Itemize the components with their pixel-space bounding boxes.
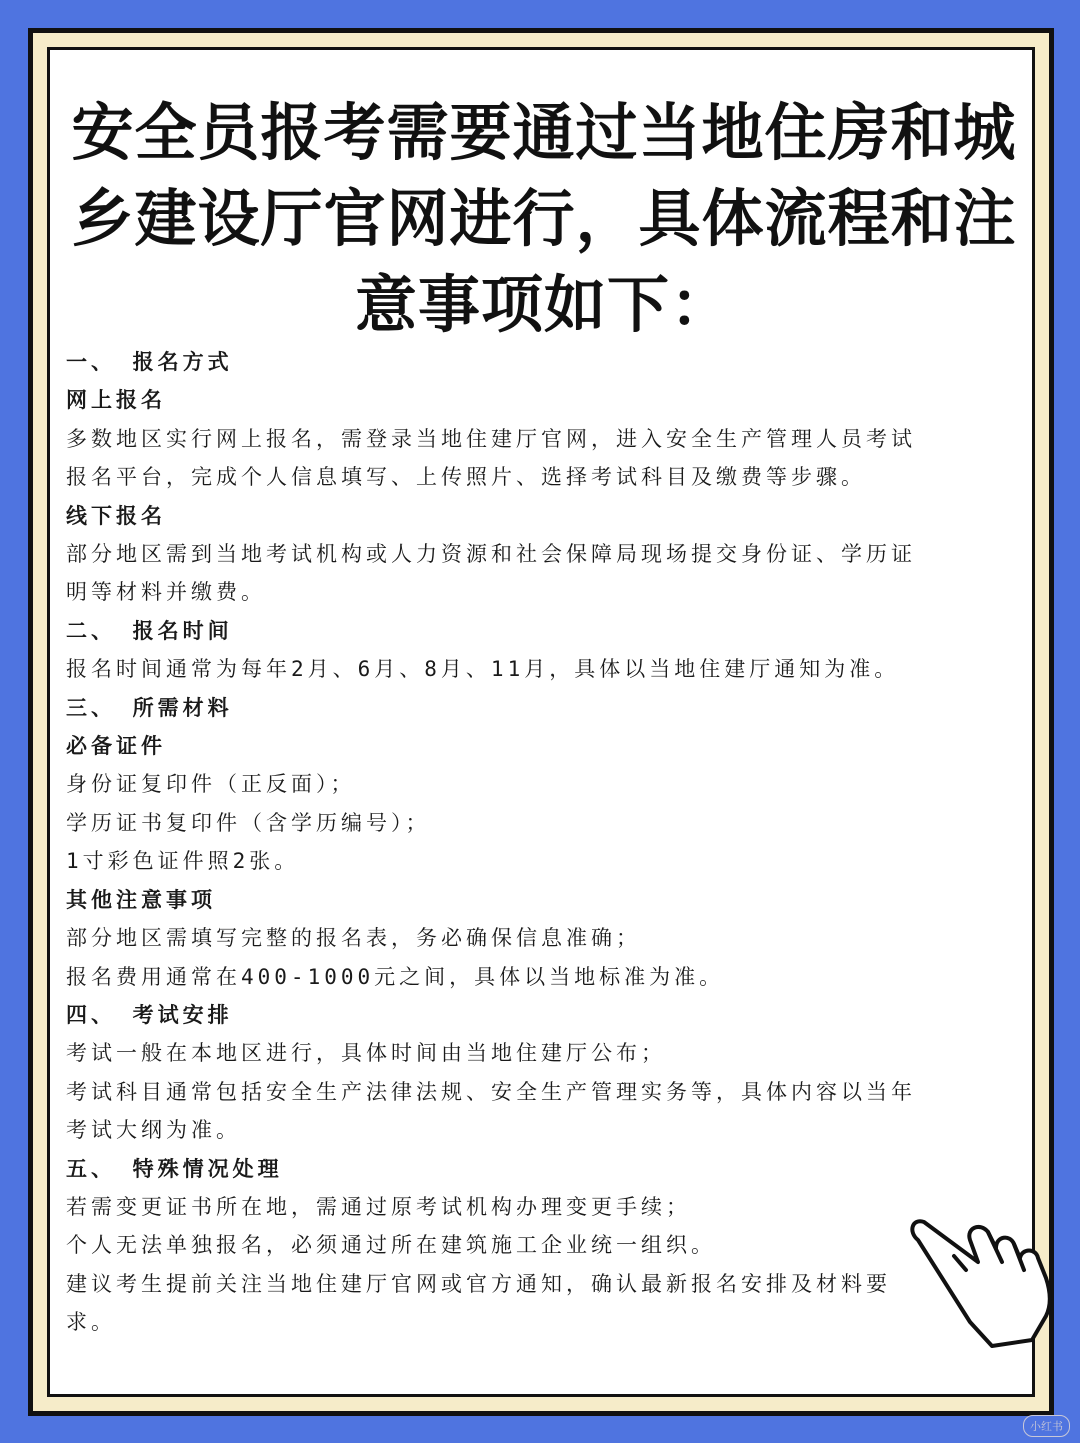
section-heading: 一、 报名方式 bbox=[66, 350, 233, 374]
section-heading: 五、 特殊情况处理 bbox=[66, 1156, 283, 1181]
section-heading: 必备证件 bbox=[66, 734, 166, 759]
paper-card bbox=[47, 47, 1035, 1397]
text-line: 部分地区需到当地考试机构或人力资源和社会保障局现场提交身份证、学历证 bbox=[66, 542, 916, 567]
text-line: 考试一般在本地区进行，具体时间由当地住建厅公布； bbox=[66, 1041, 666, 1066]
section-heading: 网上报名 bbox=[66, 388, 166, 413]
text-line: 1寸彩色证件照2张。 bbox=[66, 849, 300, 874]
section-heading: 三、 所需材料 bbox=[66, 695, 233, 720]
page-title: 安全员报考需要通过当地住房和城乡建设厅官网进行，具体流程和注意事项如下： bbox=[71, 96, 1017, 341]
section-heading: 四、 考试安排 bbox=[66, 1002, 233, 1027]
text-line: 明等材料并缴费。 bbox=[66, 580, 266, 605]
outer-frame bbox=[28, 28, 1054, 1416]
text-line: 身份证复印件（正反面）； bbox=[66, 772, 356, 797]
text-line: 建议考生提前关注当地住建厅官网或官方通知，确认最新报名安排及材料要 bbox=[66, 1271, 891, 1296]
text-line: 个人无法单独报名，必须通过所在建筑施工企业统一组织。 bbox=[66, 1233, 716, 1258]
text-line: 考试大纲为准。 bbox=[66, 1118, 241, 1143]
section-heading: 线下报名 bbox=[66, 503, 166, 528]
text-line: 学历证书复印件（含学历编号）； bbox=[66, 810, 431, 835]
text-line: 报名平台，完成个人信息填写、上传照片、选择考试科目及缴费等步骤。 bbox=[66, 465, 866, 490]
section-heading: 其他注意事项 bbox=[66, 887, 216, 912]
article-body bbox=[66, 343, 1026, 1342]
text-line: 报名费用通常在400-1000元之间，具体以当地标准为准。 bbox=[66, 964, 725, 989]
text-line: 求。 bbox=[66, 1310, 116, 1335]
watermark-badge: 小红书 bbox=[1023, 1415, 1070, 1437]
section-heading: 二、 报名时间 bbox=[66, 618, 233, 643]
text-line: 考试科目通常包括安全生产法律法规、安全生产管理实务等，具体内容以当年 bbox=[66, 1079, 916, 1104]
text-line: 报名时间通常为每年2月、6月、8月、11月，具体以当地住建厅通知为准。 bbox=[66, 657, 900, 682]
pointing-hand-icon bbox=[900, 1200, 1070, 1350]
text-line: 若需变更证书所在地，需通过原考试机构办理变更手续； bbox=[66, 1194, 691, 1219]
text-line: 部分地区需填写完整的报名表，务必确保信息准确； bbox=[66, 926, 641, 951]
text-line: 多数地区实行网上报名，需登录当地住建厅官网，进入安全生产管理人员考试 bbox=[66, 426, 916, 451]
